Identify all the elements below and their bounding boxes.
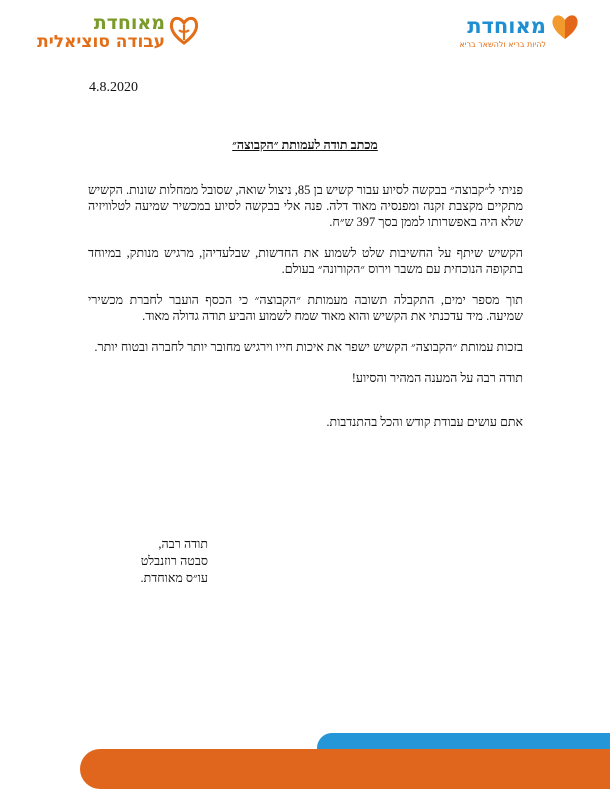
signature-block [88, 536, 208, 587]
letter-body [88, 182, 523, 445]
paragraph-request: פניתי ל״קבוצה״ בבקשה לסיוע עבור קשיש בן 85, ניצול שואה, שסובל ממחלות שונות. הקשיש מתקיים מקצבת זקנה ומפנסיה מאוד דלה. פנה אלי בבקשה לסיוע במכשיר שמיעה לטלוויזיה שלא היה באפשרותו לממן בסך 397 ש״ח. [88, 183, 523, 229]
heart-logo-icon [550, 12, 580, 42]
meuhedet-logo [430, 12, 580, 54]
right-logo-title: מאוחדת [467, 14, 546, 38]
letter-subject: מכתב תודה לעמותת ״הקבוצה״ [232, 138, 378, 152]
signature-closing: תודה רבה, [158, 537, 208, 551]
paragraph-thanks: תודה רבה על המענה המהיר והסיוע! [351, 371, 523, 385]
paragraph-importance: הקשיש שיתף על החשיבות שלט לשמוע את החדשות, שבלעדיהן, מרגיש מנותק, במיוחד בתקופה הנוכחית עם משבר וירוס ״הקורונה״ בעולם. [88, 246, 523, 276]
paragraph-praise: אתם עושים עבודת קודש והכל בהתנדבות. [326, 415, 523, 429]
left-logo-subtitle: עבודה סוציאלית [37, 32, 165, 52]
signature-name: סבטה רוזנבלט [140, 554, 208, 568]
letter-date: 4.8.2020 [89, 80, 138, 95]
signature-role: עו״ס מאוחדת. [140, 571, 208, 585]
heart-hands-logo-icon [169, 14, 199, 46]
paragraph-response: תוך מספר ימים, התקבלה תשובה מעמותת ״הקבוצה״ כי הכסף הועבר לחברת מכשירי שמיעה. מיד עדכנתי את הקשיש והוא מאוד שמח לשמוע והביע תודה גדולה מאוד. [88, 293, 523, 323]
right-logo-tagline: להיות בריא ולהשאר בריא [459, 40, 546, 49]
meuhedet-social-work-logo [14, 12, 199, 54]
footer-band-orange [80, 749, 610, 789]
paragraph-impact: בזכות עמותת ״הקבוצה״ הקשיש ישפר את איכות חייו וירגיש מחובר יותר לחברה ובטוח יותר. [94, 340, 523, 354]
left-logo-title: מאוחדת [93, 12, 165, 34]
